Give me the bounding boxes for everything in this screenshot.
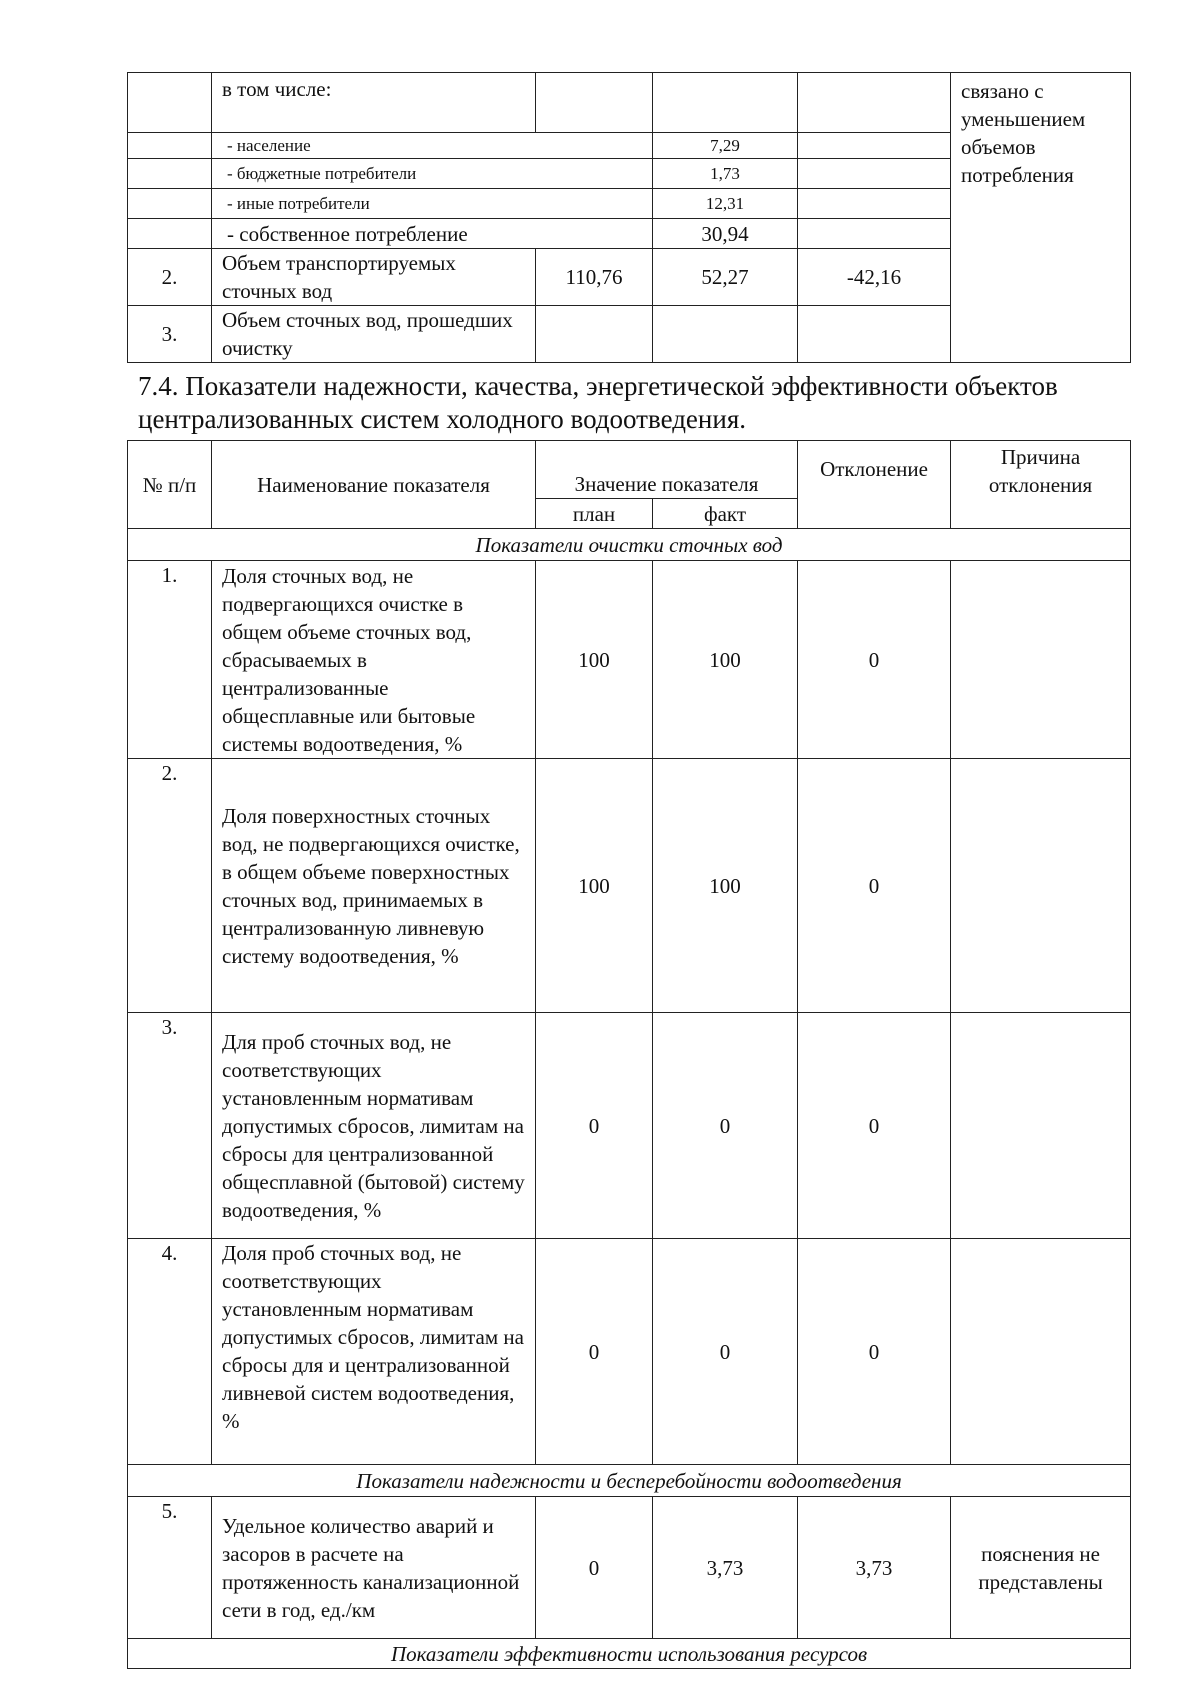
deviation-value: 0 — [798, 561, 951, 759]
indicator-name: Объем сточных вод, прошедших очистку — [212, 306, 536, 363]
row-number: 2. — [128, 759, 212, 1013]
row-label-incl: в том числе: — [212, 73, 536, 133]
table-row — [128, 1239, 1131, 1465]
row-number: 5. — [128, 1497, 212, 1639]
header-name: Наименование показателя — [212, 441, 536, 529]
sub-row-label: - бюджетные потребители — [212, 159, 653, 189]
section-title-cleaning: Показатели очистки сточных вод — [128, 529, 1131, 561]
cause-value — [951, 561, 1131, 759]
fact-value: 100 — [653, 759, 798, 1013]
cause-value — [951, 1239, 1131, 1465]
section-heading: 7.4. Показатели надежности, качества, энергетической эффективности объектов централизованных систем холодного водоотведения. — [138, 371, 1058, 434]
row-number: 3. — [128, 306, 212, 363]
header-num: № п/п — [128, 441, 212, 529]
plan-value: 0 — [536, 1013, 653, 1239]
plan-value: 0 — [536, 1497, 653, 1639]
fact-value: 100 — [653, 561, 798, 759]
row-number: 4. — [128, 1239, 212, 1465]
deviation-value: 0 — [798, 759, 951, 1013]
sub-row-fact: 1,73 — [653, 159, 798, 189]
indicator-name: Доля поверхностных сточных вод, не подвергающихся очистке, в общем объеме поверхностных сточных вод, принимаемых в централизованную ливневую систему водоотведения, % — [212, 759, 536, 1013]
row-number: 3. — [128, 1013, 212, 1239]
indicator-name: Доля проб сточных вод, не соответствующих установленным нормативам допустимых сбросов, лимитам на сбросы для и централизованной ливневой систем водоотведения, % — [212, 1239, 536, 1465]
header-cause: Причина отклонения — [951, 441, 1131, 529]
sub-row-label: - иные потребители — [212, 189, 653, 219]
indicator-name: Доля сточных вод, не подвергающихся очистке в общем объеме сточных вод, сбрасываемых в централизованные общесплавные или бытовые системы водоотведения, % — [212, 561, 536, 759]
deviation-value: -42,16 — [798, 249, 951, 306]
fact-value: 0 — [653, 1239, 798, 1465]
header-deviation: Отклонение — [798, 441, 951, 529]
header-plan: план — [536, 499, 653, 529]
plan-value: 100 — [536, 561, 653, 759]
sub-row-fact: 12,31 — [653, 189, 798, 219]
header-value: Значение показателя — [536, 441, 798, 499]
cause-value: пояснения не представлены — [951, 1497, 1131, 1639]
indicator-name: Объем транспортируемых сточных вод — [212, 249, 536, 306]
deviation-value: 0 — [798, 1013, 951, 1239]
deviation-value: 0 — [798, 1239, 951, 1465]
cause-value — [951, 759, 1131, 1013]
table-row — [128, 1497, 1131, 1639]
top-continuation-table — [127, 72, 1131, 363]
table-row — [128, 759, 1131, 1013]
sub-row-label: - население — [212, 133, 653, 159]
header-fact: факт — [653, 499, 798, 529]
plan-value: 110,76 — [536, 249, 653, 306]
table-row — [128, 561, 1131, 759]
sub-row-fact: 7,29 — [653, 133, 798, 159]
table-row — [128, 73, 1131, 133]
plan-value: 0 — [536, 1239, 653, 1465]
section-row — [128, 529, 1131, 561]
indicators-table — [127, 440, 1131, 1669]
indicator-name: Удельное количество аварий и засоров в расчете на протяженность канализационной сети в год, ед./км — [212, 1497, 536, 1639]
cause-value — [951, 1013, 1131, 1239]
section-row — [128, 1639, 1131, 1669]
sub-row-label: - собственное потребление — [212, 219, 653, 249]
section-title-efficiency: Показатели эффективности использования ресурсов — [128, 1639, 1131, 1669]
section-title-reliability: Показатели надежности и бесперебойности водоотведения — [128, 1465, 1131, 1497]
header-row — [128, 441, 1131, 499]
indicator-name: Для проб сточных вод, не соответствующих установленным нормативам допустимых сбросов, лимитам на сбросы для централизованной общесплавной (бытовой) систему водоотведения, % — [212, 1013, 536, 1239]
table-row — [128, 1013, 1131, 1239]
section-row — [128, 1465, 1131, 1497]
row-number: 2. — [128, 249, 212, 306]
sub-row-fact: 30,94 — [653, 219, 798, 249]
fact-value: 0 — [653, 1013, 798, 1239]
plan-value: 100 — [536, 759, 653, 1013]
fact-value: 3,73 — [653, 1497, 798, 1639]
fact-value: 52,27 — [653, 249, 798, 306]
deviation-value: 3,73 — [798, 1497, 951, 1639]
cause-text-top: связано с уменьшением объемов потребления — [951, 73, 1131, 363]
row-number: 1. — [128, 561, 212, 759]
